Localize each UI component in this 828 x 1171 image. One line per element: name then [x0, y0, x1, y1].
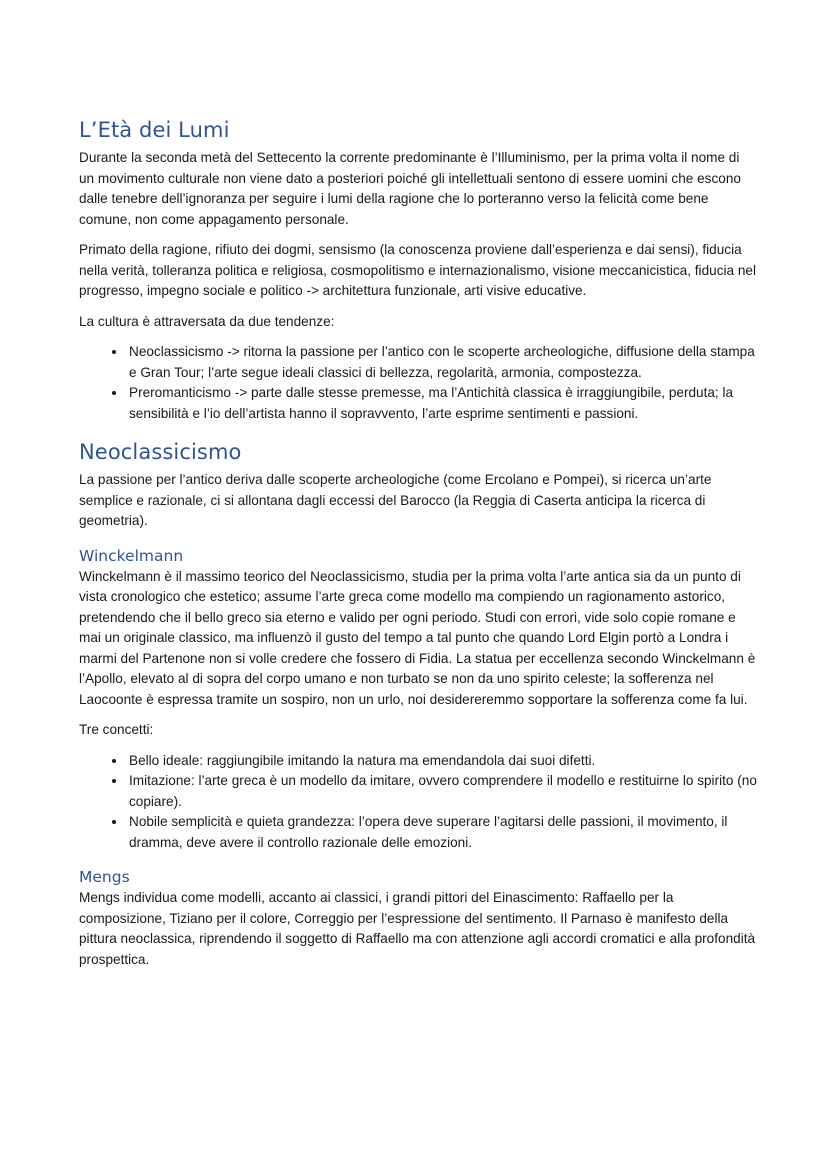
paragraph-neoclassicismo: La passione per l’antico deriva dalle scoperte archeologiche (come Ercolano e Pompei), si ricerca un’arte semplice e razionale, ci si allontana dagli eccessi del Barocco (la Reggia di Caserta anticipa la ricerca di geometria). [79, 472, 712, 528]
paragraph-tre-concetti: Tre concetti: [79, 722, 154, 737]
concepts-list [79, 751, 758, 854]
heading-eta-dei-lumi: L’Età dei Lumi [79, 118, 230, 142]
tendencies-list [79, 342, 758, 424]
list-item: • Preromanticismo -> parte dalle stesse premesse, ma l’Antichità classica è irraggiungibile, perduta; la sensibilità e l’io dell’artista hanno il sopravvento, l’arte esprime sentimenti e passioni. [127, 383, 758, 424]
list-item: • Neoclassicismo -> ritorna la passione per l’antico con le scoperte archeologiche, diffusione della stampa e Gran Tour; l’arte segue ideali classici di bellezza, regolarità, armonia, compostezza. [127, 342, 758, 383]
heading-mengs: Mengs [79, 868, 130, 886]
paragraph-winckelmann: Winckelmann è il massimo teorico del Neoclassicismo, studia per la prima volta l’arte antica sia da un punto di vista cronologico che estetico; assume l’arte greca come modello ma compiendo un ragionamento astorico, pretendendo che il bello greco sia eterno e valido per ogni periodo. Studi con errori, vide solo copie romane e mai un originale classico, ma influenzò il gusto del tempo a tal punto che quando Lord Elgin portò a Londra i marmi del Partenone non si volle credere che fossero di Fidia. La statua per eccellenza secondo Winckelmann è l’Apollo, elevato al di sopra del corpo umano e non turbato se non da uno spirito celeste; la sofferenza nel Laocoonte è espressa tramite un sospiro, non un urlo, noi desidereremmo sopportare la sofferenza come fa lui. [79, 568, 756, 707]
paragraph-tendencies: La cultura è attraversata da due tendenze: [79, 313, 335, 329]
paragraph-mengs: Mengs individua come modelli, accanto ai classici, i grandi pittori del Einascimento: Raffaello per la composizione, Tiziano per il colore, Correggio per l’espressione del sentimento. Il Parnaso è manifesto della pittura neoclassica, riprendendo il soggetto di Raffaello ma con attenzione agli accordi cromatici e alla profondità prospettica. [79, 890, 756, 967]
paragraph-intro: Durante la seconda metà del Settecento la corrente predominante è l’Illuminismo, per la prima volta il nome di un movimento culturale non viene dato a posteriori poiché gli intellettuali sentono di essere uomini che escono dalle tenebre dell’ignoranza per seguire i lumi della ragione che lo porteranno verso la felicità come bene comune, non come appagamento personale. [79, 150, 741, 227]
heading-winckelmann: Winckelmann [79, 546, 184, 565]
list-item: • Imitazione: l’arte greca è un modello da imitare, ovvero comprendere il modello e restituirne lo spirito (no copiare). [127, 771, 758, 812]
heading-neoclassicismo: Neoclassicismo [79, 440, 242, 464]
list-item: • Nobile semplicità e quieta grandezza: l’opera deve superare l’agitarsi delle passioni, il movimento, il dramma, deve avere il controllo razionale delle emozioni. [127, 812, 758, 853]
list-item: • Bello ideale: raggiungibile imitando la natura ma emendandola dai suoi difetti. [127, 751, 758, 772]
paragraph-principles: Primato della ragione, rifiuto dei dogmi, sensismo (la conoscenza proviene dall’esperienza e dai sensi), fiducia nella verità, tolleranza politica e religiosa, cosmopolitismo e internazionalismo, visione meccanicistica, fiducia nel progresso, impegno sociale e politico -> architettura funzionale, arti visive educative. [79, 242, 756, 298]
